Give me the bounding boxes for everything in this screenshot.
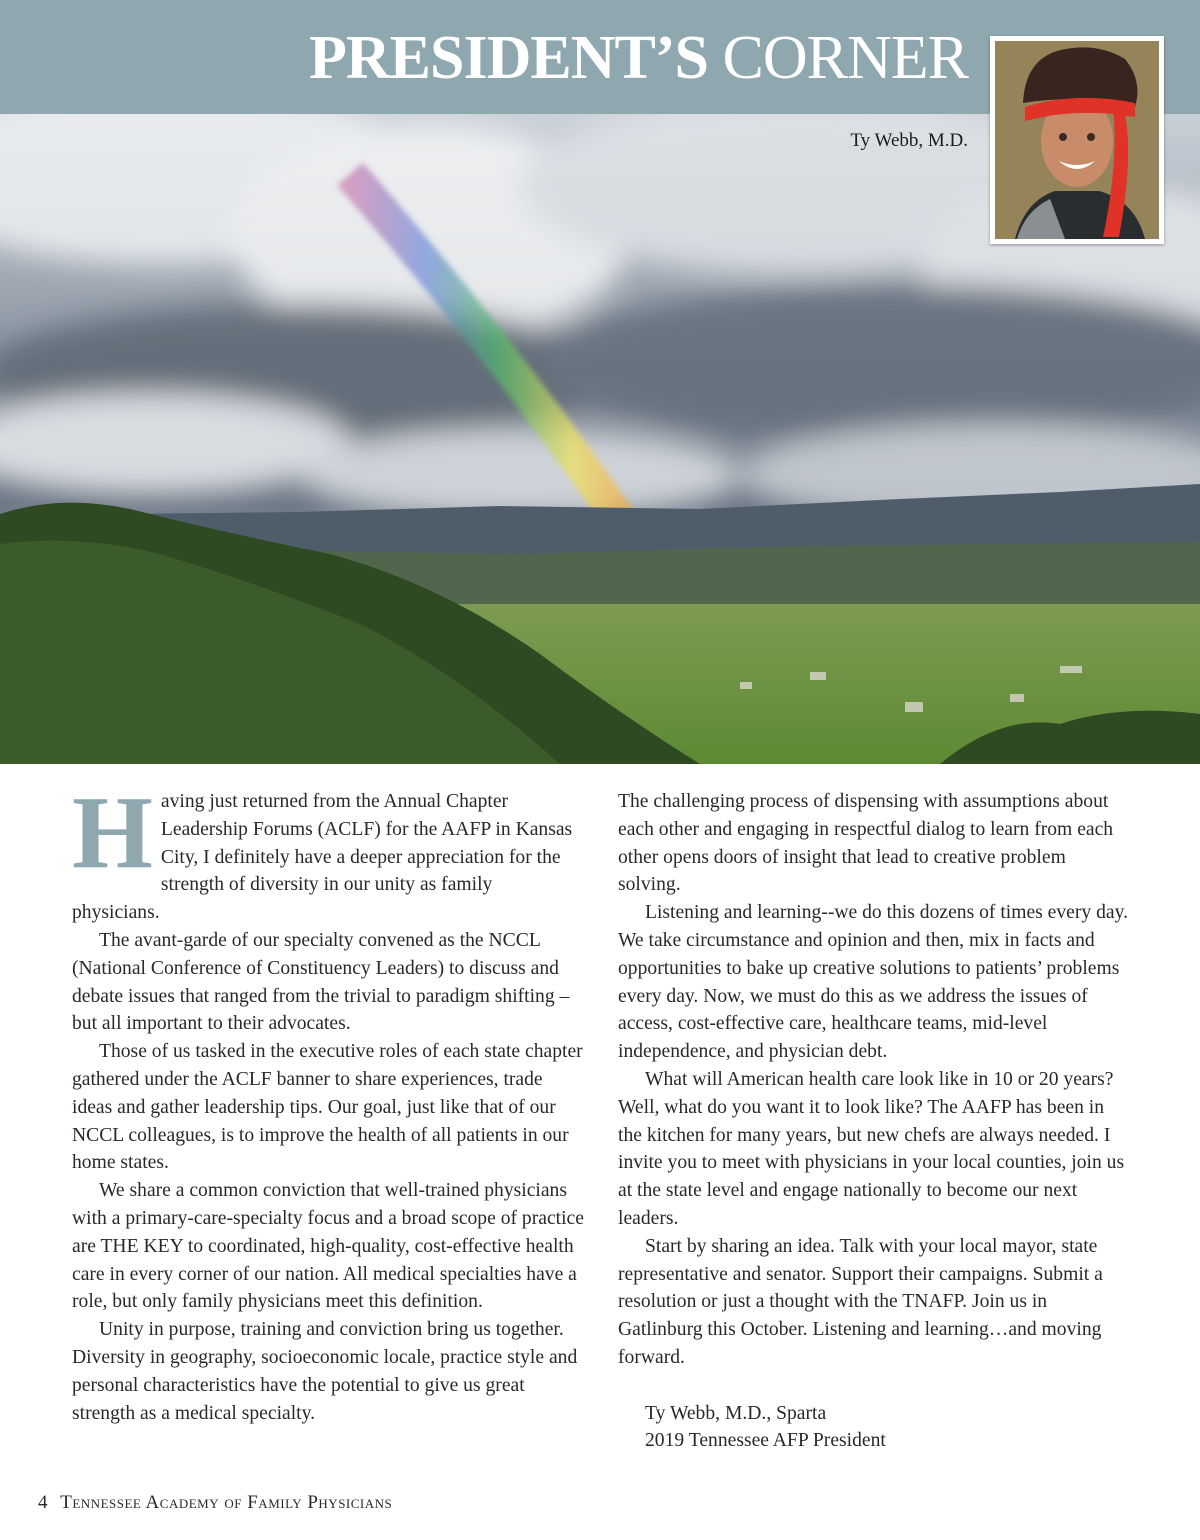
author-byline: Ty Webb, M.D. (850, 130, 968, 151)
drop-cap: H (72, 775, 153, 890)
signature-block (618, 1400, 1130, 1456)
article-paragraph: The challenging process of dispensing with assumptions about each other and engaging in respectful dialog to learn from each other opens doors of insight that lead to creative problem solving. (618, 791, 1114, 896)
article-paragraph: Listening and learning--we do this dozens of times every day. We take circumstance and opinion and then, mix in facts and opportunities to bake up creative solutions to patients’ problems every day. Now, we must do this as we address the issues of access, cost-effective care, healthcare teams, mid-level independence, and physician debt. (618, 902, 1128, 1063)
page-number: 4 (38, 1492, 48, 1513)
paragraph-text: aving just returned from the Annual Chapter Leadership Forums (ACLF) for the AAFP in Kansas City, I definitely have a deeper appreciation for the strength of diversity in our unity as family physicians. (72, 791, 573, 924)
page-footer (38, 1492, 392, 1514)
title-bold: PRESIDENT’S (309, 24, 709, 92)
article-column-left (72, 775, 584, 1427)
signature-name: Ty Webb, M.D., Sparta (645, 1402, 827, 1424)
publication-name: Tennessee Academy of Family Physicians (60, 1492, 393, 1513)
article-paragraph: Those of us tasked in the executive roles of each state chapter gathered under the ACLF banner to share experiences, trade ideas and gather leadership tips. Our goal, just like that of our NCCL colleagues, is to improve the health of all patients in our home states. (72, 1041, 583, 1174)
article-paragraph: We share a common conviction that well-trained physicians with a primary-care-specialty focus and a broad scope of practice are THE KEY to coordinated, high-quality, cost-effective health care in every corner of our nation. All medical specialties have a role, but only family physicians meet this definition. (72, 1180, 584, 1313)
article-paragraph: What will American health care look like in 10 or 20 years? Well, what do you want it to look like? The AAFP has been in the kitchen for many years, but new chefs are always needed. I invite you to meet with physicians in your local counties, join us at the state level and engage nationally to become our next leaders. (618, 1068, 1125, 1229)
article-paragraph (72, 775, 584, 927)
page-title (309, 20, 968, 96)
author-portrait-photo (990, 36, 1164, 244)
author-portrait-icon (995, 41, 1159, 239)
article-column-right (618, 788, 1130, 1455)
signature-title: 2019 Tennessee AFP President (645, 1430, 886, 1452)
title-light: CORNER (722, 24, 968, 92)
article-paragraph: Unity in purpose, training and conviction bring us together. Diversity in geography, socioeconomic locale, practice style and personal characteristics have the potential to give us great strength as a medical specialty. (72, 1319, 578, 1424)
article-paragraph: The avant-garde of our specialty convened as the NCCL (National Conference of Constituency Leaders) to discuss and debate issues that ranged from the trivial to paradigm shifting – but all important to their advocates. (72, 929, 570, 1035)
article-paragraph: Start by sharing an idea. Talk with your local mayor, state representative and senator. Support their campaigns. Submit a resolution or just a thought with the TNAFP. Join us in Gatlinburg this October. Listening and learning…and moving forward. (618, 1235, 1103, 1368)
